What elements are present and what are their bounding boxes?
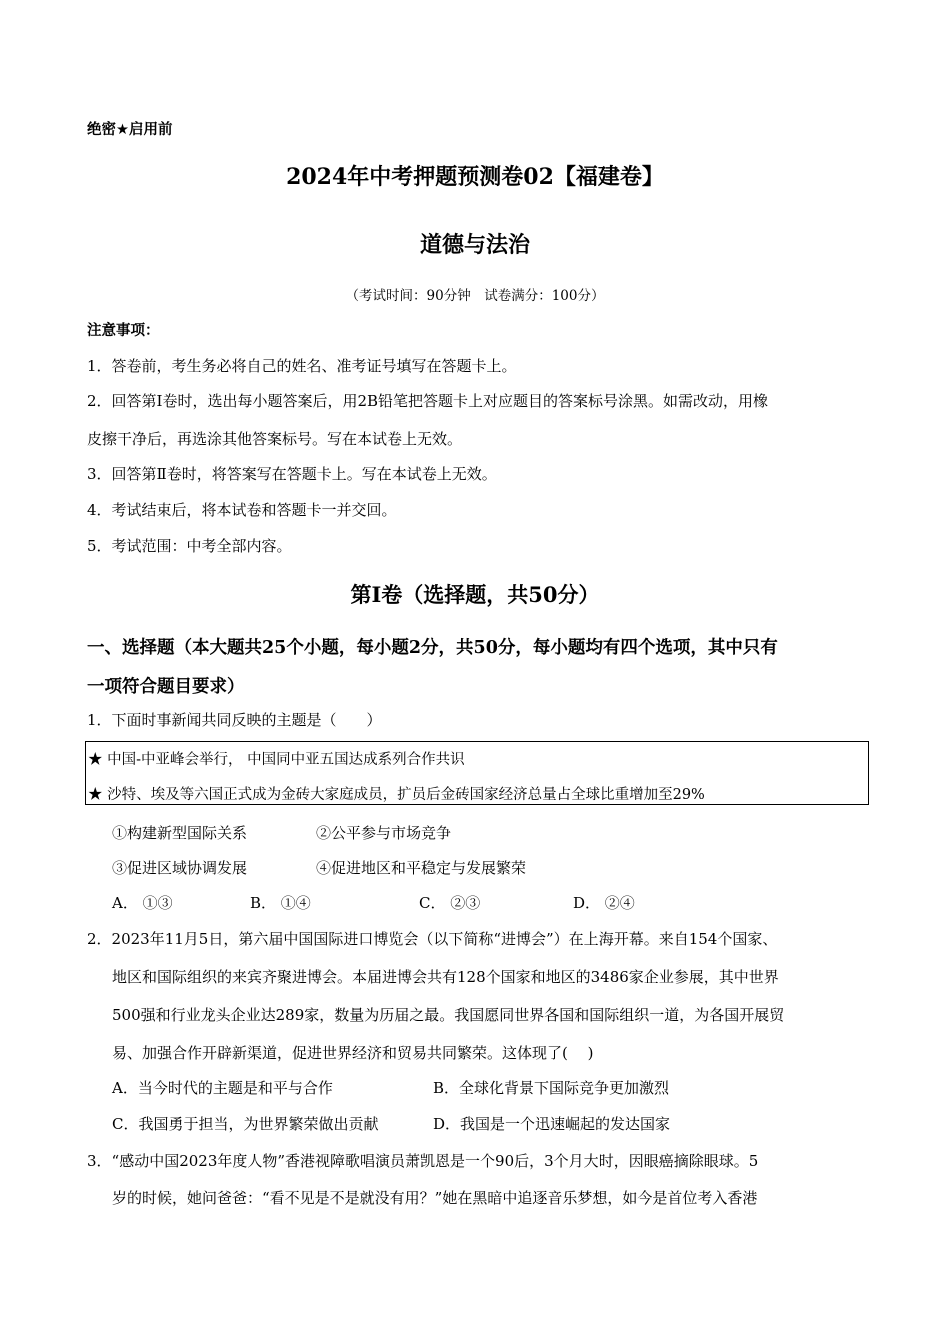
news-item: ★ 沙特、埃及等六国正式成为金砖大家庭成员，扩员后金砖国家经济总量占全球比重增加至29%: [88, 787, 705, 803]
note-item: 5．考试范围：中考全部内容。: [87, 537, 292, 555]
option-a: A．当今时代的主题是和平与合作: [112, 1079, 333, 1097]
statement-item: ③促进区域协调发展: [112, 859, 248, 877]
notes-heading: 注意事项：: [87, 323, 160, 339]
exam-info: （考试时间：90分钟 试卷满分：100分）: [345, 288, 605, 304]
note-item: 1．答卷前，考生务必将自己的姓名、准考证号填写在答题卡上。: [87, 357, 517, 375]
note-item: 2．回答第Ⅰ卷时，选出每小题答案后，用2B铅笔把答题卡上对应题目的答案标号涂黑。如需改动，用橡: [87, 392, 769, 410]
option-d: D． ②④: [573, 894, 635, 912]
question-2-line: 地区和国际组织的来宾齐聚进博会。本届进博会共有128个国家和地区的3486家企业参展，其中世界: [112, 968, 779, 986]
subject-title: 道德与法治: [419, 232, 530, 258]
part-one-title: 第Ⅰ卷（选择题，共50分）: [350, 582, 600, 607]
question-2-line: 500强和行业龙头企业达289家，数量为历届之最。我国愿同世界各国和国际组织一道，为各国开展贸: [112, 1006, 785, 1024]
option-a: A． ①③: [112, 894, 173, 912]
news-item: ★ 中国-中亚峰会举行， 中国同中亚五国达成系列合作共识: [88, 752, 465, 768]
option-b: B． ①④: [250, 894, 311, 912]
confidential-label: 绝密★启用前: [87, 122, 173, 138]
statement-item: ②公平参与市场竞争: [316, 824, 452, 842]
section-title-cont: 一项符合题目要求）: [87, 677, 245, 697]
exam-title: 2024年中考押题预测卷02【福建卷】: [286, 164, 664, 190]
note-item: 4．考试结束后，将本试卷和答题卡一并交回。: [87, 501, 397, 519]
note-item: 3．回答第Ⅱ卷时，将答案写在答题卡上。写在本试卷上无效。: [87, 465, 497, 483]
question-1-stem: 1．下面时事新闻共同反映的主题是（ ）: [87, 711, 382, 729]
news-box: [85, 741, 869, 805]
statement-item: ④促进地区和平稳定与发展繁荣: [316, 859, 527, 877]
section-title: 一、选择题（本大题共25个小题，每小题2分，共50分，每小题均有四个选项，其中只有: [87, 638, 778, 658]
note-item: 皮擦干净后，再选涂其他答案标号。写在本试卷上无效。: [87, 430, 463, 448]
question-3-line: 3．“感动中国2023年度人物”香港视障歌唱演员萧凯恩是一个90后，3个月大时，因眼癌摘除眼球。5: [87, 1152, 759, 1170]
question-2-line: 易、加强合作开辟新渠道，促进世界经济和贸易共同繁荣。这体现了( ): [112, 1044, 594, 1062]
option-c: C． ②③: [419, 894, 481, 912]
option-d: D．我国是一个迅速崛起的发达国家: [433, 1115, 671, 1133]
statement-item: ①构建新型国际关系: [112, 824, 248, 842]
question-2-line: 2．2023年11月5日，第六届中国国际进口博览会（以下简称“进博会”）在上海开幕。来自154个国家、: [87, 930, 778, 948]
option-c: C．我国勇于担当，为世界繁荣做出贡献: [112, 1115, 379, 1133]
option-b: B．全球化背景下国际竞争更加激烈: [433, 1079, 670, 1097]
question-3-line: 岁的时候，她问爸爸：“看不见是不是就没有用？”她在黑暗中追逐音乐梦想，如今是首位考入香港: [112, 1189, 758, 1207]
